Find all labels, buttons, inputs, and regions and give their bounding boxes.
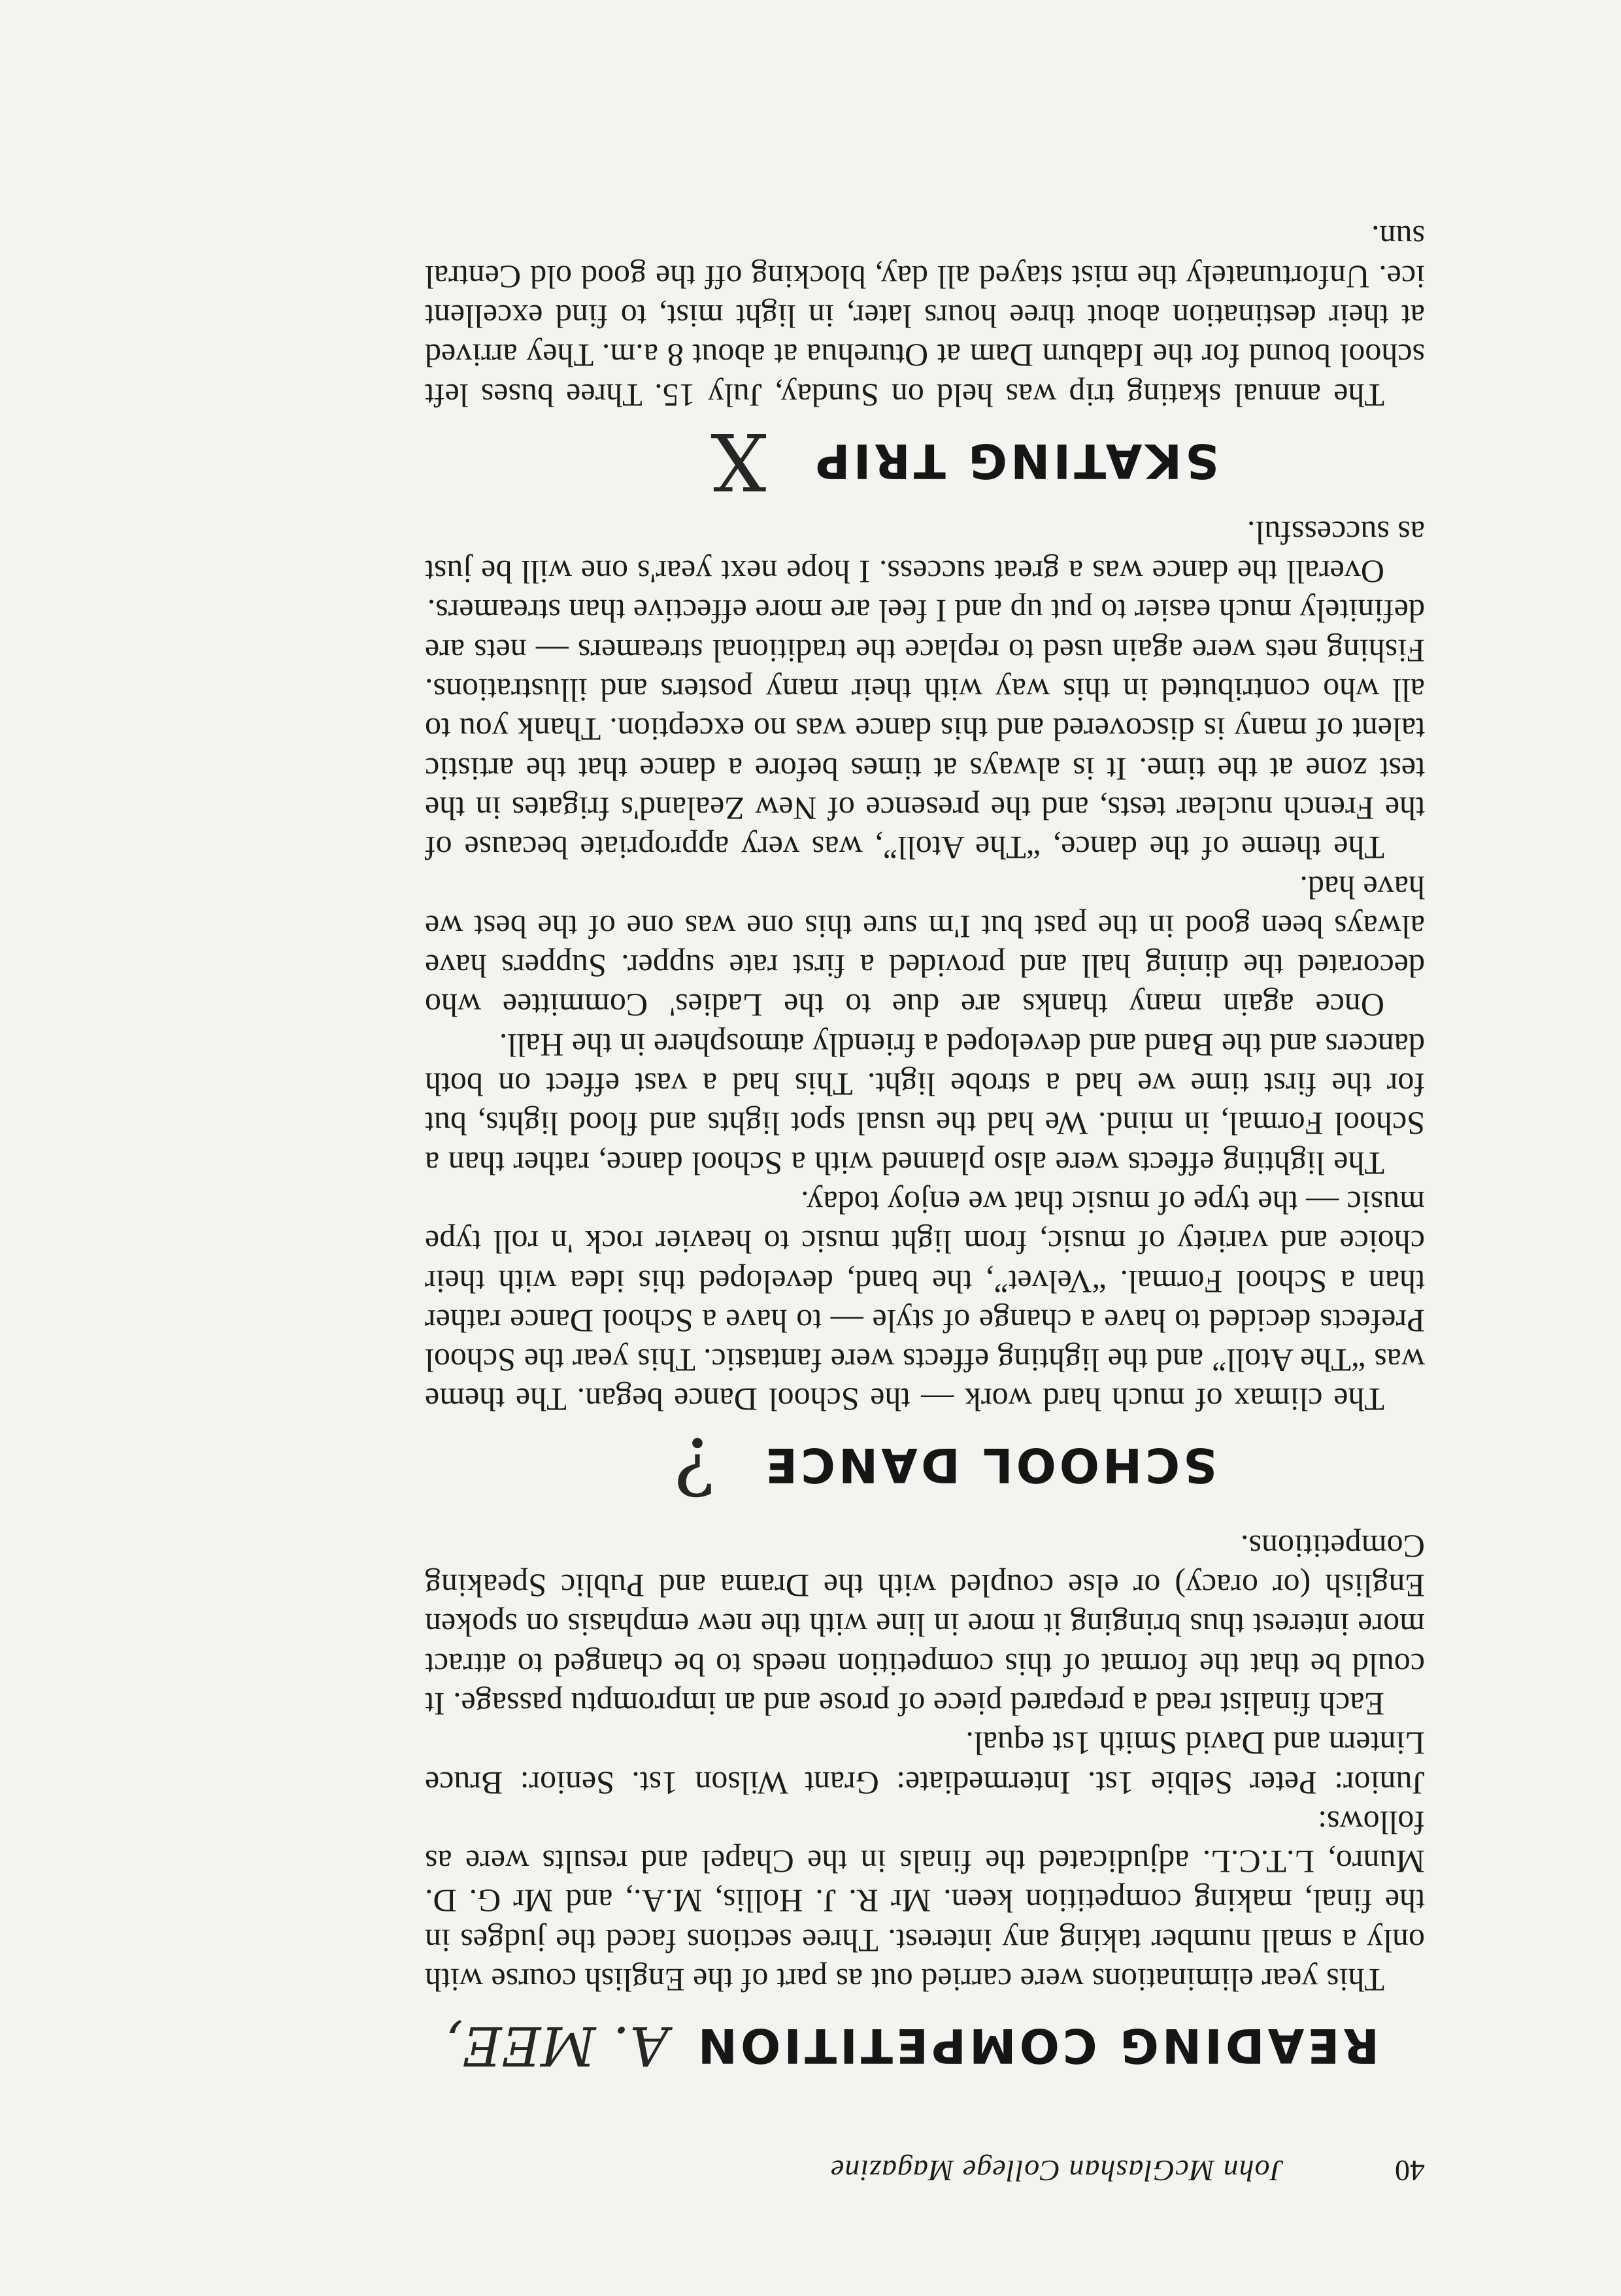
handwritten-note-name: A. MEE, — [445, 2014, 669, 2077]
dance-paragraph-5: Overall the dance was a great success. I hope next year's one will be just as successful. — [425, 514, 1425, 591]
reading-competition-section — [425, 1527, 1425, 2091]
handwritten-question-mark: ? — [674, 1419, 716, 1511]
page-content — [425, 218, 1425, 2188]
skating-paragraph-1: The annual skating trip was held on Sunday, July 15. Three buses left school bound for the Idaburn Dam at Oturehua at about 8 a.m. They arrived at their destination about three hours later, in light mist, to find excellent ice. Unfortunately the mist stayed all day, blocking off the good old Central sun. — [425, 219, 1425, 414]
page-number: 40 — [1395, 2154, 1425, 2187]
dance-paragraph-1: The climax of much hard work — the School Dance began. The theme was “The Atoll” and the lighting effects were fantastic. This year the School Prefects decided to have a change of style — to have a School Dance rather than a School Formal. “Velvet”, the band, developed this idea with their choice and variety of music, from light music to heavier rock 'n roll type music — the type of music that we enjoy today. — [425, 1184, 1425, 1419]
school-dance-section — [425, 513, 1425, 1511]
dance-paragraph-3: Once again many thanks are due to the Ladies' Committee who decorated the dining hall and provided a first rate supper. Suppers have always been good in the past but I'm sure this one was one of the best we have had. — [425, 869, 1425, 1024]
school-dance-heading: SCHOOL DANCE — [761, 1438, 1217, 1493]
handwritten-x-mark: X — [710, 415, 767, 507]
skating-trip-heading: SKATING TRIP — [812, 433, 1219, 488]
reading-paragraph-3: Each finalist read a prepared piece of prose and an impromptu passage. It could be that the format of this competition needs to be changed to attract more interest thus bringing it more in line with the new emphasis on spoken English (or oracy) or else coupled with the Drama and Public Speaking Competitions. — [425, 1528, 1425, 1723]
reading-competition-heading: READING COMPETITION — [694, 2018, 1379, 2073]
reading-paragraph-2: Junior: Peter Selbie 1st. Intermediate: Grant Wilson 1st. Senior: Bruce Lintern and David Smith 1st equal. — [425, 1725, 1425, 1802]
magazine-title: John McGlashan College Magazine — [829, 2154, 1284, 2187]
dance-paragraph-2: The lighting effects were also planned with a School dance, rather than a School Formal, in mind. We had the usual spot lights and flood lights, but for the first time we had a strobe light. This had a vast effect on both dancers and the Band and developed a friendly atmosphere in the Hall. — [425, 1026, 1425, 1182]
dance-paragraph-4: The theme of the dance, “The Atoll”, was very appropriate because of the French nuclear tests, and the presence of New Zealand's frigates in the test zone at the time. It is always at times before a dance that the artistic talent of many is discovered and this dance was no exception. Thank you to all who contributed in this way with their many posters and illustrations. Fishing nets were again used to replace the traditional streamers — nets are definitely much easier to put up and I feel are more effective than streamers. — [425, 593, 1425, 867]
skating-trip-section — [425, 218, 1425, 506]
reading-paragraph-1: This year eliminations were carried out as part of the English course with only a small number taking any interest. Three sections faced the judges in the final, making competition keen. Mr R. J. Hollis, M.A., and Mr G. D. Munro, L.T.C.L. adjudicated the finals in the Chapel and results were as follows: — [425, 1804, 1425, 1999]
running-head — [425, 2149, 1425, 2188]
